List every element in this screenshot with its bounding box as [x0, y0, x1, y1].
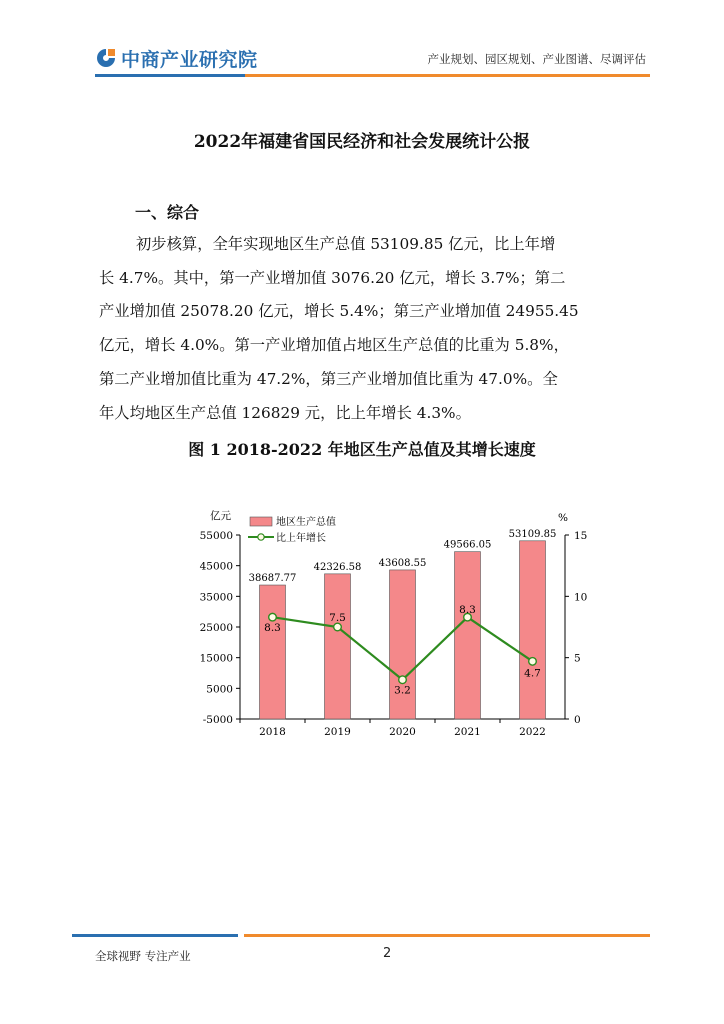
x-tick-label: 2020 [389, 726, 416, 738]
growth-value-label: 8.3 [264, 622, 281, 635]
logo-text: 中商产业研究院 [121, 48, 258, 71]
page-number: 2 [383, 946, 392, 961]
bar-2018 [260, 585, 286, 719]
left-tick-label: 55000 [199, 530, 233, 542]
footer-rule-blue [72, 934, 238, 937]
paragraph-line: 长 4.7%。其中，第一产业增加值 3076.20 亿元，增长 3.7%；第二 [99, 268, 566, 287]
header-rule-orange [245, 74, 650, 77]
gdp-chart [190, 505, 590, 745]
left-tick-label: 25000 [199, 622, 233, 634]
paragraph-line: 第二产业增加值比重为 47.2%，第三产业增加值比重为 47.0%。全 [99, 369, 558, 388]
right-tick-label: 0 [574, 714, 581, 726]
bar-2022 [520, 541, 546, 719]
paragraph-line: 亿元，增长 4.0%。第一产业增加值占地区生产总值的比重为 5.8%， [99, 336, 569, 355]
paragraph-line: 年人均地区生产总值 126829 元，比上年增长 4.3%。 [99, 403, 471, 422]
paragraph-line: 产业增加值 25078.20 亿元，增长 5.4%；第三产业增加值 24955.45 [99, 302, 579, 321]
bar-2021 [455, 552, 481, 719]
document-title: 2022年福建省国民经济和社会发展统计公报 [193, 132, 531, 152]
bar-2019 [325, 574, 351, 719]
footer-rule-orange [244, 934, 650, 937]
left-axis-unit: 亿元 [210, 510, 231, 522]
bar-value-label: 53109.85 [508, 528, 557, 540]
left-tick-label: 15000 [199, 652, 233, 665]
x-tick-label: 2022 [519, 726, 546, 738]
paragraph-line: 初步核算，全年实现地区生产总值 53109.85 亿元，比上年增 [136, 235, 556, 253]
right-tick-label: 10 [574, 591, 588, 604]
growth-point-2022 [529, 658, 537, 666]
left-tick-label: 35000 [199, 591, 233, 604]
bar-value-label: 38687.77 [248, 573, 297, 585]
footer-slogan: 全球视野 专注产业 [95, 949, 191, 963]
summary-paragraph [99, 228, 647, 430]
chart-canvas [190, 505, 590, 745]
x-tick-label: 2021 [454, 726, 481, 738]
growth-value-label: 4.7 [524, 667, 541, 680]
bar-value-label: 49566.05 [443, 539, 492, 551]
header-tagline: 产业规划、园区规划、产业图谱、尽调评估 [427, 52, 646, 66]
legend-label-bar: 地区生产总值 [276, 517, 336, 528]
page-header [0, 0, 724, 80]
bar-value-label: 43608.55 [378, 557, 427, 569]
legend-swatch-bar [250, 517, 272, 526]
growth-value-label: 3.2 [394, 684, 411, 697]
section-heading: 一、综合 [135, 203, 200, 222]
growth-point-2020 [399, 676, 407, 684]
header-rule-blue [95, 74, 245, 77]
growth-point-2019 [334, 623, 342, 631]
x-tick-label: 2018 [259, 726, 286, 738]
legend-swatch-marker [258, 534, 264, 540]
bar-value-label: 42326.58 [313, 561, 362, 573]
logo-icon [95, 47, 117, 69]
growth-value-label: 7.5 [329, 612, 346, 624]
figure-title: 图 1 2018-2022 年地区生产总值及其增长速度 [188, 440, 536, 459]
left-tick-label: -5000 [202, 714, 233, 726]
right-tick-label: 15 [574, 530, 588, 542]
growth-value-label: 8.3 [459, 604, 476, 617]
right-tick-label: 5 [574, 652, 581, 665]
right-axis-unit: % [558, 512, 568, 524]
left-tick-label: 5000 [206, 683, 233, 696]
x-tick-label: 2019 [324, 726, 351, 738]
left-tick-label: 45000 [199, 560, 233, 573]
growth-point-2018 [269, 613, 277, 621]
legend-label-line: 比上年增长 [276, 533, 326, 544]
company-logo [95, 44, 258, 72]
